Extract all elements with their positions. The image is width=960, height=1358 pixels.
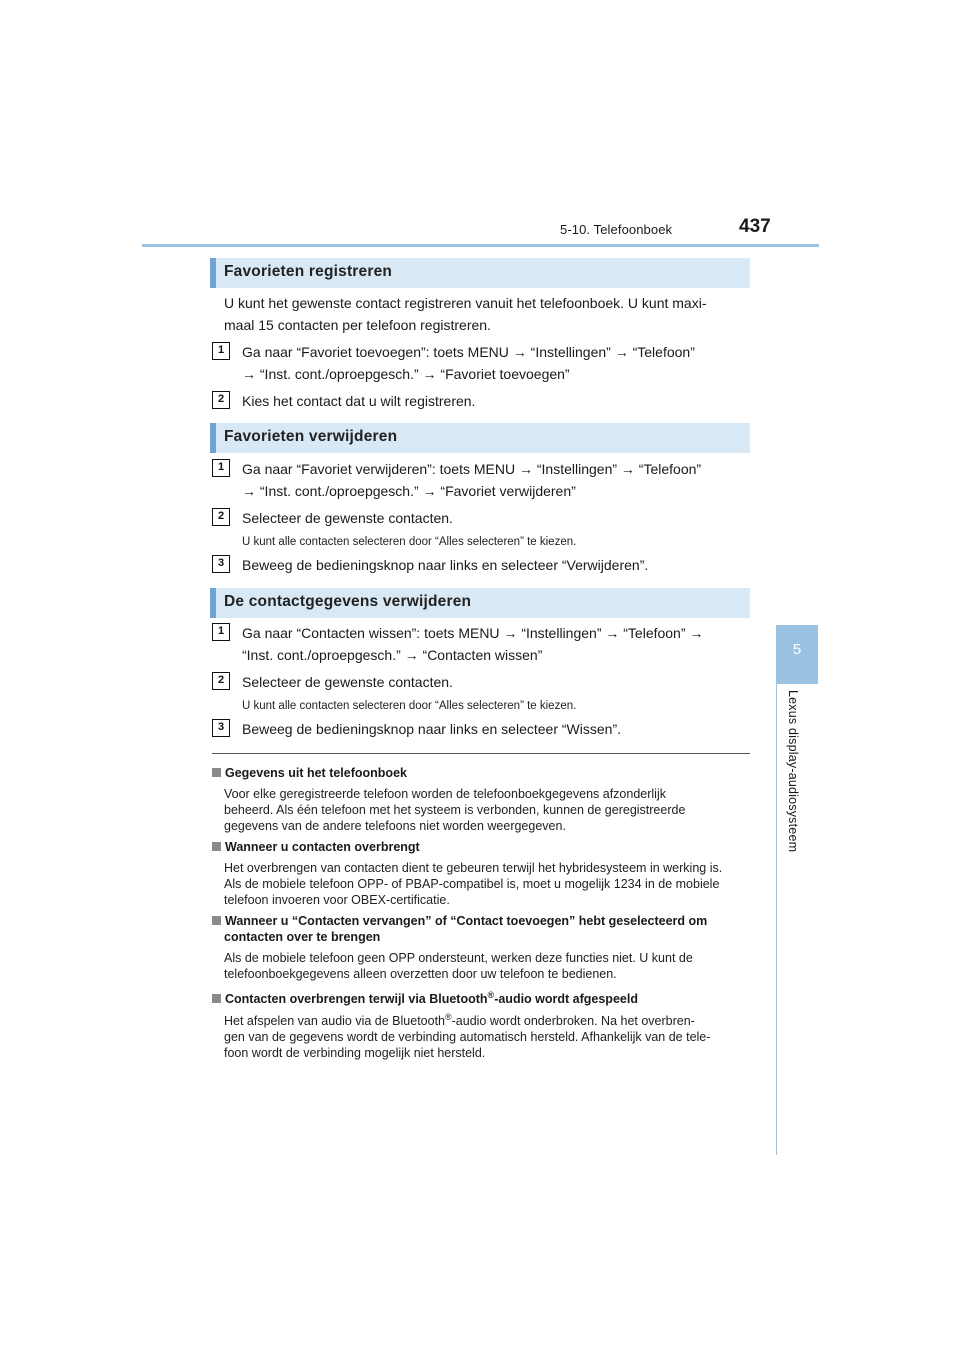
- note-body: [224, 860, 746, 908]
- note-body: [224, 786, 746, 834]
- note-text: -audio wordt onderbroken. Na het overbren-: [451, 1014, 695, 1029]
- section-title: Favorieten verwijderen: [224, 428, 398, 445]
- note-body: [224, 950, 746, 982]
- chapter-label-wrap: [744, 690, 844, 890]
- step-number-badge: 1: [212, 342, 230, 360]
- note-line: telefoon invoeren voor OBEX-certificatie.: [224, 893, 450, 907]
- chapter-label: Lexus display-audiosysteem: [786, 690, 800, 853]
- section-title: Favorieten registreren: [224, 263, 393, 280]
- note-line: [224, 1009, 746, 1029]
- registered-mark: ®: [445, 1012, 452, 1022]
- step-text: Selecteer de gewenste contacten.: [242, 674, 453, 690]
- note-heading-text: Contacten overbrengen terwijl via Bluetooth: [225, 992, 488, 1007]
- intro-paragraph: [224, 292, 754, 336]
- step-number-badge: 2: [212, 391, 230, 409]
- section-title: De contactgegevens verwijderen: [224, 593, 472, 610]
- note-heading-text: -audio wordt afgespeeld: [494, 992, 638, 1007]
- intro-line: maal 15 contacten per telefoon registreren.: [224, 317, 491, 333]
- step-text: Beweeg de bedieningsknop naar links en selecteer “Wissen”.: [242, 721, 621, 737]
- step-number-badge: 3: [212, 555, 230, 573]
- note-line: beheerd. Als één telefoon met het systeem is verbonden, kunnen de geregistreerde: [224, 803, 686, 817]
- step-text: [242, 458, 748, 502]
- step-text: [242, 622, 748, 666]
- square-bullet-icon: [212, 768, 221, 777]
- registered-mark: ®: [487, 990, 495, 1000]
- note-line: telefoonboekgegevens alleen overzetten door uw telefoon te bedienen.: [224, 967, 617, 981]
- intro-line: U kunt het gewenste contact registreren vanuit het telefoonboek. U kunt maxi-: [224, 295, 707, 311]
- step-text: Selecteer de gewenste contacten.: [242, 510, 453, 526]
- note-text: Het afspelen van audio via de Bluetooth: [224, 1014, 445, 1029]
- note-line: foon wordt de verbinding mogelijk niet hersteld.: [224, 1046, 486, 1061]
- note-line: Voor elke geregistreerde telefoon worden de telefoonboekgegevens afzonderlijk: [224, 787, 666, 801]
- notes-divider: [212, 753, 750, 754]
- step-text: Kies het contact dat u wilt registreren.: [242, 393, 476, 409]
- step-number-badge: 2: [212, 672, 230, 690]
- step-line: → “Inst. cont./oproepgesch.” → “Favoriet verwijderen”: [242, 483, 576, 499]
- section-heading-contactgegevens-verwijderen: [210, 588, 750, 618]
- note-line: Als de mobiele telefoon geen OPP ondersteunt, werken deze functies niet. U kunt de: [224, 951, 693, 965]
- note-heading-text: Wanneer u “Contacten vervangen” of “Contact toevoegen” hebt geselecteerd om: [225, 914, 708, 928]
- square-bullet-icon: [212, 916, 221, 925]
- note-heading: [212, 987, 752, 1007]
- note-heading-text: Gegevens uit het telefoonboek: [225, 766, 407, 780]
- section-heading-favorieten-registreren: [210, 258, 750, 288]
- step-text: Beweeg de bedieningsknop naar links en selecteer “Verwijderen”.: [242, 557, 649, 573]
- section-heading-favorieten-verwijderen: [210, 423, 750, 453]
- step-text: [242, 341, 748, 385]
- step-number-badge: 3: [212, 719, 230, 737]
- page-number: 437: [739, 216, 771, 237]
- note-line: gen van de gegevens wordt de verbinding automatisch hersteld. Afhankelijk van de tele-: [224, 1030, 711, 1045]
- note-line: gegevens van de andere telefoons niet worden weergegeven.: [224, 819, 566, 833]
- step-line: “Inst. cont./oproepgesch.” → “Contacten wissen”: [242, 647, 543, 663]
- note-heading: [212, 913, 752, 945]
- note-heading: [212, 839, 752, 855]
- note-body: [224, 1009, 746, 1061]
- note-heading-text: contacten over te brengen: [224, 930, 381, 944]
- chapter-number: 5: [792, 641, 802, 658]
- step-line: Ga naar “Contacten wissen”: toets MENU → “Instellingen” → “Telefoon” →: [242, 625, 704, 641]
- note-line: Het overbrengen van contacten dient te gebeuren terwijl het hybridesysteem in werking is.: [224, 861, 723, 875]
- step-note: U kunt alle contacten selecteren door “Alles selecteren” te kiezen.: [242, 536, 577, 548]
- step-line: Ga naar “Favoriet verwijderen”: toets MENU → “Instellingen” → “Telefoon”: [242, 461, 702, 477]
- step-note: U kunt alle contacten selecteren door “Alles selecteren” te kiezen.: [242, 700, 577, 712]
- header-rule: [142, 244, 819, 247]
- note-heading-text: Wanneer u contacten overbrengt: [225, 840, 420, 854]
- square-bullet-icon: [212, 994, 221, 1003]
- note-line: Als de mobiele telefoon OPP- of PBAP-compatibel is, moet u mogelijk 1234 in de mobiele: [224, 877, 720, 891]
- running-header-section: 5-10. Telefoonboek: [560, 222, 673, 237]
- square-bullet-icon: [212, 842, 221, 851]
- step-line: → “Inst. cont./oproepgesch.” → “Favoriet toevoegen”: [242, 366, 570, 382]
- step-number-badge: 1: [212, 623, 230, 641]
- step-number-badge: 1: [212, 459, 230, 477]
- step-number-badge: 2: [212, 508, 230, 526]
- note-heading: [212, 765, 752, 781]
- step-line: Ga naar “Favoriet toevoegen”: toets MENU → “Instellingen” → “Telefoon”: [242, 344, 695, 360]
